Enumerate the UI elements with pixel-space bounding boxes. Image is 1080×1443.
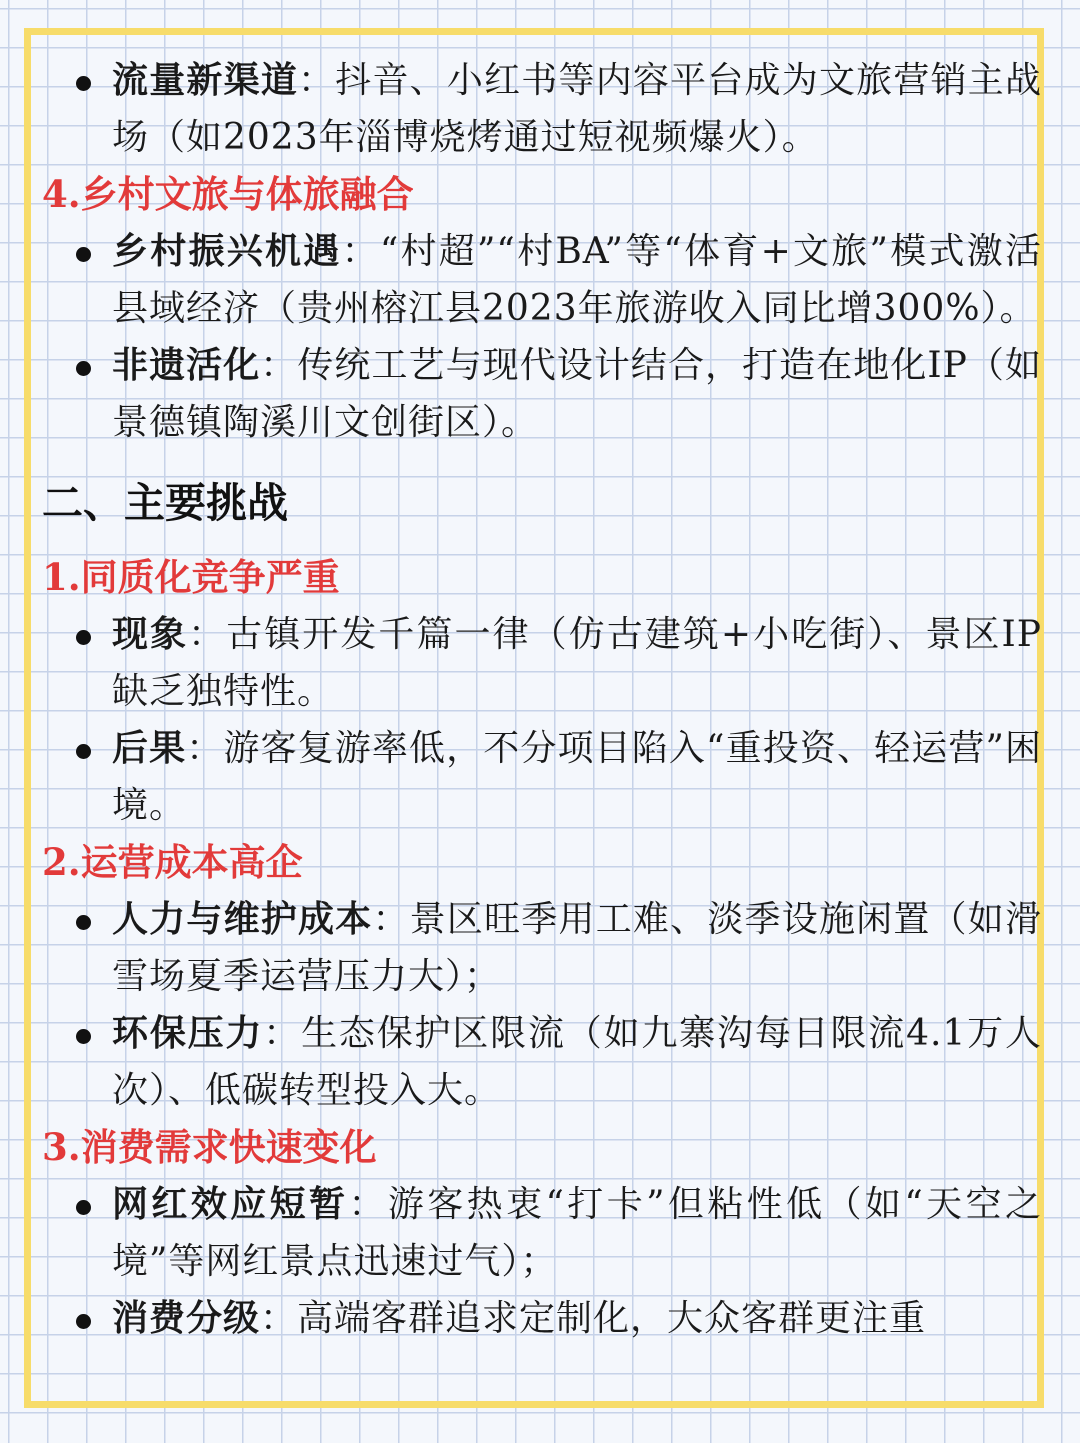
item-body: ：“村超”“村BA”等“体育+文旅”模式激活县域经济（贵州榕江县2023年旅游收入同比增300%）。 — [112, 231, 1042, 329]
list-item — [42, 337, 1042, 451]
subheading-homogenization: 1.同质化竞争严重 — [42, 555, 340, 599]
item-term: 乡村振兴机遇 — [112, 230, 342, 272]
bullet-icon — [76, 744, 91, 759]
list-item — [42, 1005, 1042, 1119]
list-item — [42, 223, 1042, 337]
bullet-icon — [76, 630, 91, 645]
bullet-icon — [76, 915, 91, 930]
list-item — [42, 606, 1042, 720]
subheading-rural-tourism: 4.乡村文旅与体旅融合 — [42, 172, 414, 216]
list-item — [42, 891, 1042, 1005]
bullet-icon — [76, 1200, 91, 1215]
item-body: ：景区旺季用工难、淡季设施闲置（如滑雪场夏季运营压力大）； — [112, 899, 1042, 997]
item-body: ：古镇开发千篇一律（仿古建筑+小吃街）、景区IP缺乏独特性。 — [112, 614, 1042, 712]
bullet-icon — [76, 1029, 91, 1044]
item-term: 网红效应短暂 — [112, 1183, 349, 1225]
bullet-icon — [76, 247, 91, 262]
item-body: ：传统工艺与现代设计结合，打造在地化IP（如景德镇陶溪川文创街区）。 — [112, 345, 1042, 443]
item-term: 消费分级 — [112, 1297, 261, 1339]
list-item — [42, 52, 1042, 166]
item-body: ：游客复游率低，不分项目陷入“重投资、轻运营”困境。 — [112, 728, 1042, 826]
bullet-icon — [76, 76, 91, 91]
item-body: ：抖音、小红书等内容平台成为文旅营销主战场（如2023年淄博烧烤通过短视频爆火）。 — [112, 60, 1042, 158]
list-item — [42, 1290, 1042, 1347]
item-term: 非遗活化 — [112, 344, 261, 386]
item-term: 人力与维护成本 — [112, 898, 373, 940]
item-body: ：游客热衷“打卡”但粘性低（如“天空之境”等网红景点迅速过气）； — [112, 1184, 1042, 1282]
list-item — [42, 720, 1042, 834]
item-term: 现象 — [112, 613, 189, 655]
section-heading-challenges: 二、主要挑战 — [42, 479, 288, 527]
list-item — [42, 1176, 1042, 1290]
item-body: ：高端客群追求定制化，大众客群更注重 — [260, 1298, 927, 1339]
item-body: ：生态保护区限流（如九寨沟每日限流4.1万人次）、低碳转型投入大。 — [112, 1013, 1042, 1111]
document-content — [42, 52, 1042, 1347]
item-term: 流量新渠道 — [112, 59, 299, 101]
subheading-consumer-demand: 3.消费需求快速变化 — [42, 1125, 377, 1169]
bullet-icon — [76, 1314, 91, 1329]
item-term: 后果 — [112, 727, 187, 769]
subheading-operating-cost: 2.运营成本高企 — [42, 840, 303, 884]
item-term: 环保压力 — [112, 1012, 264, 1054]
bullet-icon — [76, 361, 91, 376]
